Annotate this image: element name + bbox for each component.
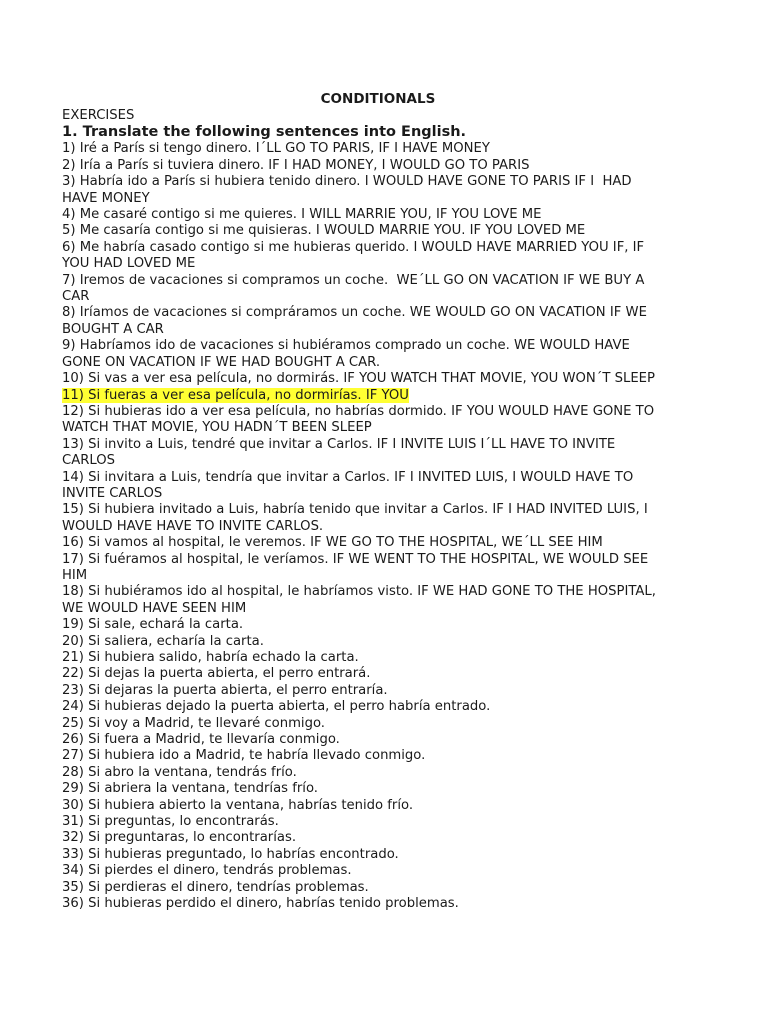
exercise-heading: 1. Translate the following sentences into English.	[62, 124, 467, 141]
exercise-line-text: 34) Si pierdes el dinero, tendrás problemas.	[62, 863, 352, 879]
exercise-line-text: 25) Si voy a Madrid, te llevaré conmigo.	[62, 715, 325, 731]
exercise-line-text: 6) Me habría casado contigo si me hubieras querido. I WOULD HAVE MARRIED YOU IF, IF	[62, 239, 645, 255]
document-title: CONDITIONALS	[320, 91, 436, 107]
exercise-line-text: 30) Si hubiera abierto la ventana, habrías tenido frío.	[62, 797, 414, 813]
exercise-line	[62, 453, 690, 469]
exercise-line-text: 35) Si perdieras el dinero, tendrías problemas.	[62, 879, 369, 895]
exercise-line-text: CAR	[62, 289, 90, 305]
exercise-line	[62, 748, 690, 764]
exercise-line-text: CARLOS	[62, 453, 116, 469]
exercise-line-text: BOUGHT A CAR	[62, 321, 164, 337]
exercise-line-text: HAVE MONEY	[62, 190, 150, 206]
exercise-line	[62, 207, 690, 223]
exercise-line-text: 8) Iríamos de vacaciones si compráramos un coche. WE WOULD GO ON VACATION IF WE	[62, 305, 647, 321]
exercise-line	[62, 830, 690, 846]
exercise-lines	[62, 141, 690, 912]
exercise-line	[62, 863, 690, 879]
exercise-line	[62, 502, 690, 518]
exercise-line	[62, 322, 690, 338]
exercise-line-text: 22) Si dejas la puerta abierta, el perro entrará.	[62, 666, 371, 682]
exercise-line-text: 27) Si hubiera ido a Madrid, te habría llevado conmigo.	[62, 748, 426, 764]
exercise-line	[62, 880, 690, 896]
exercise-line-text: GONE ON VACATION IF WE HAD BOUGHT A CAR.	[62, 354, 381, 370]
exercise-line	[62, 240, 690, 256]
exercise-line-text: 32) Si preguntaras, lo encontrarías.	[62, 830, 297, 846]
exercise-line	[62, 896, 690, 912]
exercise-line	[62, 765, 690, 781]
exercise-line	[62, 847, 690, 863]
highlighted-line-text: 11) Si fueras a ver esa película, no dormirías. IF YOU	[62, 387, 409, 403]
exercise-line	[62, 404, 690, 420]
exercise-line	[62, 141, 690, 157]
exercise-line-text: 26) Si fuera a Madrid, te llevaría conmigo.	[62, 732, 340, 748]
exercise-line	[62, 568, 690, 584]
exercise-line	[62, 666, 690, 682]
exercise-line-text: HIM	[62, 567, 88, 583]
exercise-line	[62, 158, 690, 174]
exercise-line-text: 15) Si hubiera invitado a Luis, habría tenido que invitar a Carlos. IF I HAD INVITED LUIS, I	[62, 502, 648, 518]
exercise-line-text: 20) Si saliera, echaría la carta.	[62, 633, 264, 649]
exercise-line	[62, 535, 690, 551]
exercise-line-text: WATCH THAT MOVIE, YOU HADN´T BEEN SLEEP	[62, 420, 372, 436]
exercise-line-text: 36) Si hubieras perdido el dinero, habrías tenido problemas.	[62, 896, 459, 912]
exercise-line	[62, 519, 690, 535]
exercise-line	[62, 716, 690, 732]
exercise-line-text: 18) Si hubiéramos ido al hospital, le habríamos visto. IF WE HAD GONE TO THE HOSPITAL,	[62, 584, 656, 600]
exercise-line-text: 4) Me casaré contigo si me quieres. I WILL MARRIE YOU, IF YOU LOVE ME	[62, 207, 542, 223]
exercise-line-text: 21) Si hubiera salido, habría echado la carta.	[62, 650, 359, 665]
exercise-line	[62, 355, 690, 371]
exercise-line	[62, 256, 690, 272]
exercise-line-text: 23) Si dejaras la puerta abierta, el perro entraría.	[62, 682, 388, 698]
exercise-line-text: 9) Habríamos ido de vacaciones si hubiéramos comprado un coche. WE WOULD HAVE	[62, 338, 630, 354]
exercise-line-text: WOULD HAVE HAVE TO INVITE CARLOS.	[62, 518, 324, 534]
exercise-line-text: 2) Iría a París si tuviera dinero. IF I HAD MONEY, I WOULD GO TO PARIS	[62, 157, 530, 173]
document-subtitle: EXERCISES	[62, 108, 135, 123]
exercise-line	[62, 650, 690, 666]
exercise-line-text: 3) Habría ido a París si hubiera tenido dinero. I WOULD HAVE GONE TO PARIS IF I HAD	[62, 174, 632, 190]
exercise-line	[62, 338, 690, 354]
exercise-line-text: INVITE CARLOS	[62, 485, 163, 501]
exercise-line	[62, 683, 690, 699]
exercise-line	[62, 781, 690, 797]
exercise-line-text: 24) Si hubieras dejado la puerta abierta, el perro habría entrado.	[62, 699, 491, 715]
exercise-line	[62, 552, 690, 568]
exercise-line	[62, 470, 690, 486]
exercise-line	[62, 814, 690, 830]
exercise-line-text: 5) Me casaría contigo si me quisieras. I WOULD MARRIE YOU. IF YOU LOVED ME	[62, 223, 586, 239]
exercise-line-text: 28) Si abro la ventana, tendrás frío.	[62, 764, 297, 780]
exercise-line-text: 17) Si fuéramos al hospital, le veríamos. IF WE WENT TO THE HOSPITAL, WE WOULD SEE	[62, 551, 649, 567]
exercise-line-text: 14) Si invitara a Luis, tendría que invitar a Carlos. IF I INVITED LUIS, I WOULD HAVE TO	[62, 469, 634, 485]
exercise-line-text: 19) Si sale, echará la carta.	[62, 617, 244, 633]
exercise-line-text: 10) Si vas a ver esa película, no dormirás. IF YOU WATCH THAT MOVIE, YOU WON´T SLEEP	[62, 371, 655, 387]
exercise-line-text: YOU HAD LOVED ME	[62, 256, 196, 272]
exercise-line-text: 31) Si preguntas, lo encontrarás.	[62, 814, 279, 830]
exercise-line-text: 13) Si invito a Luis, tendré que invitar a Carlos. IF I INVITE LUIS I´LL HAVE TO INVITE	[62, 436, 616, 452]
exercise-line	[62, 699, 690, 715]
exercise-line-text: WE WOULD HAVE SEEN HIM	[62, 600, 247, 616]
exercise-line-text: 33) Si hubieras preguntado, lo habrías encontrado.	[62, 846, 399, 862]
exercise-line	[62, 486, 690, 502]
exercise-line	[62, 634, 690, 650]
exercise-line	[62, 371, 690, 387]
exercise-line	[62, 191, 690, 207]
exercise-line-text: 7) Iremos de vacaciones si compramos un coche. WE´LL GO ON VACATION IF WE BUY A	[62, 272, 645, 288]
exercise-line	[62, 223, 690, 239]
exercise-line	[62, 584, 690, 600]
exercise-line	[62, 601, 690, 617]
exercise-line	[62, 388, 690, 404]
exercise-line	[62, 798, 690, 814]
exercise-line-text: 29) Si abriera la ventana, tendrías frío.	[62, 781, 318, 797]
exercise-line-text: 12) Si hubieras ido a ver esa película, no habrías dormido. IF YOU WOULD HAVE GONE TO	[62, 403, 655, 419]
exercise-line	[62, 289, 690, 305]
document-page	[62, 91, 690, 913]
exercise-line-text: 1) Iré a París si tengo dinero. I´LL GO TO PARIS, IF I HAVE MONEY	[62, 141, 490, 157]
exercise-line	[62, 617, 690, 633]
exercise-line	[62, 174, 690, 190]
exercise-line	[62, 305, 690, 321]
exercise-line	[62, 732, 690, 748]
exercise-line	[62, 437, 690, 453]
exercise-line	[62, 420, 690, 436]
exercise-line-text: 16) Si vamos al hospital, le veremos. IF WE GO TO THE HOSPITAL, WE´LL SEE HIM	[62, 535, 603, 551]
exercise-line	[62, 273, 690, 289]
